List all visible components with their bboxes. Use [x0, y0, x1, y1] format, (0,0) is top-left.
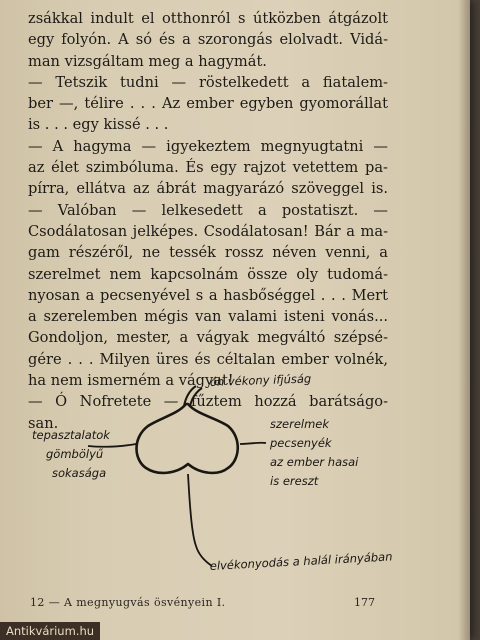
page-number: 177 [354, 596, 375, 609]
right-label-line-1: szerelmek [270, 417, 330, 431]
text-line: pírra, ellátva az ábrát magyarázó szöveggel is. [28, 180, 388, 198]
footer-signature: 12 — A megnyugvás ösvényein I. [30, 596, 226, 609]
text-line: gére . . . Milyen üres és céltalan ember volnék, [28, 350, 388, 368]
text-line: ha nem ismerném a vágyat! [28, 372, 234, 390]
left-label-line-1: tepasztalatok [32, 428, 110, 442]
text-line: man vizsgáltam meg a hagymát. [28, 52, 267, 70]
text-line: Csodálatosan jelképes. Csodálatosan! Bár a ma- [28, 222, 388, 240]
page-footer [30, 596, 375, 609]
left-label-line-2: gömbölyű [46, 447, 104, 461]
right-label-line-4: is ereszt [270, 474, 319, 488]
text-line: ber —, télire . . . Az ember egyben gyomorállat [28, 95, 388, 113]
text-line: — Tetszik tudni — röstelkedett a fiatalem- [28, 73, 388, 91]
left-label-line-3: sokasága [52, 466, 107, 480]
top-label: óh vékony ifjúság [209, 371, 312, 389]
onion-stem [188, 474, 212, 566]
text-line: szerelmet nem kapcsolnám össze oly tudomá- [28, 265, 388, 283]
text-line: san. [28, 414, 59, 432]
right-label-line-3: az ember hasai [270, 455, 359, 469]
watermark: Antikvárium.hu [0, 622, 100, 640]
text-line: a szerelemben mégis van valami isteni vonás... [28, 308, 388, 326]
text-line: is . . . egy kissé . . . [28, 116, 169, 134]
text-line: nyosan a pecsenyével s a hasbőséggel . . . Mert [28, 286, 388, 304]
text-line: Gondoljon, mester, a vágyak megváltó szépsé- [28, 329, 388, 347]
text-line: — Ó Nofretete — fűztem hozzá barátságo- [28, 393, 388, 411]
right-connector-line [240, 443, 266, 444]
text-line: az élet szimbóluma. És egy rajzot vetettem pa- [28, 159, 388, 177]
onion-outline [137, 404, 238, 473]
text-line: — A hagyma — igyekeztem megnyugtatni — [28, 137, 388, 155]
text-line: egy folyón. A só és a szorongás elolvadt. Vidá- [28, 31, 388, 49]
text-line: gam részéről, ne tessék rossz néven venni, a [28, 244, 388, 262]
right-label-line-2: pecsenyék [270, 436, 332, 450]
bottom-label: elvékonyodás a halál irányában [209, 549, 393, 573]
onion-diagram [0, 360, 470, 600]
text-line: — Valóban — lelkesedett a postatiszt. — [28, 201, 388, 219]
text-line: zsákkal indult el otthonról s útközben átgázolt [28, 10, 388, 27]
